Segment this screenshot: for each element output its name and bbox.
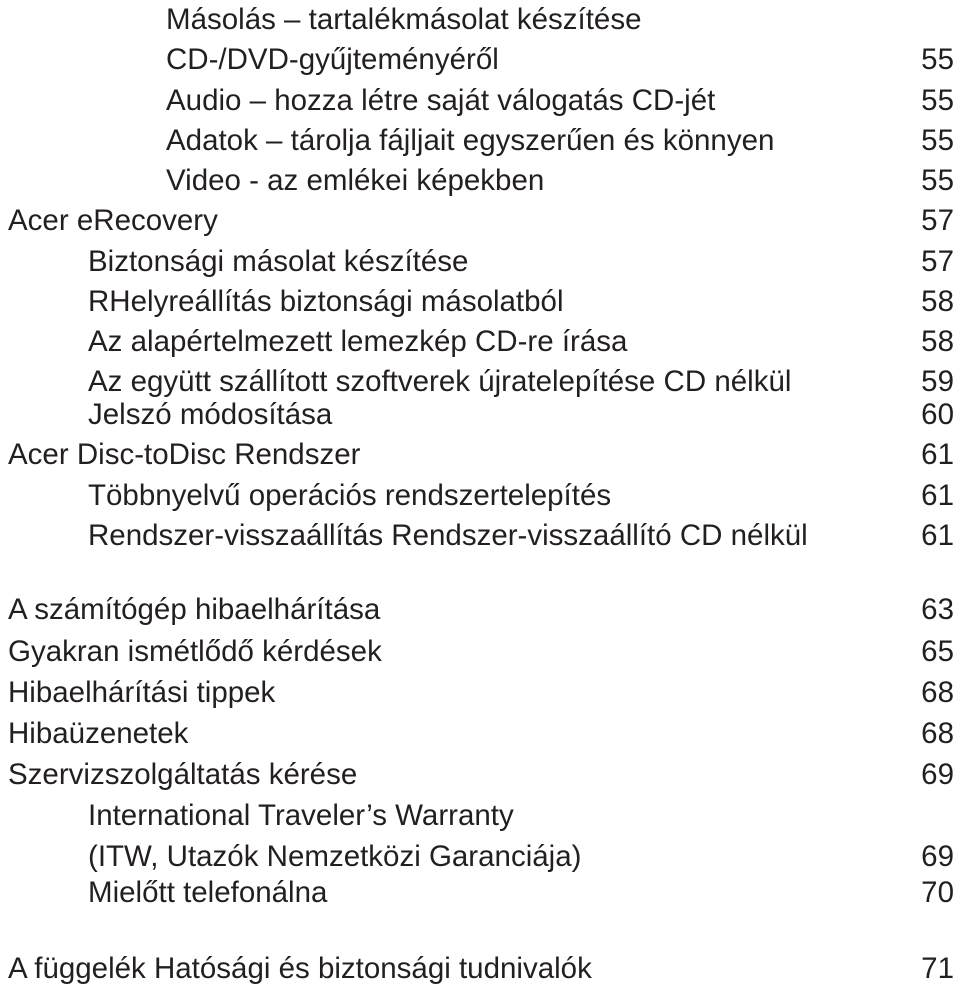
toc-entry-page: 55 xyxy=(921,84,954,117)
toc-entry xyxy=(0,516,960,556)
toc-entry-page: 68 xyxy=(921,676,954,709)
toc-entry-title: Acer Disc-toDisc Rendszer xyxy=(8,438,361,471)
toc-entry-page: 65 xyxy=(921,635,954,668)
toc-entry-title: A számítógép hibaelhárítása xyxy=(8,593,381,626)
toc-entry xyxy=(0,873,960,913)
toc-entry-page: 61 xyxy=(921,479,954,512)
toc-entry-title: Hibaüzenetek xyxy=(8,717,189,750)
toc-entry xyxy=(0,242,960,282)
toc-entry-page: 69 xyxy=(921,840,954,873)
toc-entry-page: 70 xyxy=(921,876,954,909)
toc-entry xyxy=(0,395,960,435)
toc-entry-title: Mielőtt telefonálna xyxy=(88,876,328,909)
toc-entry-title: Adatok – tárolja fájljait egyszerűen és könnyen xyxy=(166,124,775,157)
toc-entry-page: 59 xyxy=(921,365,954,398)
toc-entry-page: 55 xyxy=(921,164,954,197)
toc-entry-title: International Traveler’s Warranty xyxy=(88,799,514,832)
toc-entry xyxy=(0,121,960,161)
toc-entry xyxy=(0,476,960,516)
toc-entry-title: Az együtt szállított szoftverek újratelepítése CD nélkül xyxy=(88,365,792,398)
toc-entry xyxy=(0,282,960,322)
toc-entry-page: 55 xyxy=(921,124,954,157)
toc-entry-title: Másolás – tartalékmásolat készítése xyxy=(166,3,642,36)
toc-entry-page: 68 xyxy=(921,717,954,750)
toc-entry xyxy=(0,837,960,877)
toc-entry-title: RHelyreállítás biztonsági másolatból xyxy=(88,285,564,318)
toc-entry-title: Audio – hozza létre saját válogatás CD-jét xyxy=(166,84,716,117)
toc-entry-title: Rendszer-visszaállítás Rendszer-visszaállító CD nélkül xyxy=(88,519,808,552)
toc-entry xyxy=(0,796,960,836)
toc-entry-page: 55 xyxy=(921,43,954,76)
toc-entry-title: Szervizszolgáltatás kérése xyxy=(8,758,358,791)
toc-entry-page: 71 xyxy=(921,952,954,985)
toc-entry-title: Többnyelvű operációs rendszertelepítés xyxy=(88,479,612,512)
toc-entry xyxy=(0,81,960,121)
toc-entry-title: (ITW, Utazók Nemzetközi Garanciája) xyxy=(88,840,582,873)
toc-entry-page: 58 xyxy=(921,285,954,318)
toc-entry xyxy=(0,435,960,475)
toc-entry-page: 61 xyxy=(921,438,954,471)
toc-entry-title: Acer eRecovery xyxy=(8,204,218,237)
toc-entry-title: A függelék Hatósági és biztonsági tudnivalók xyxy=(8,952,592,985)
toc-entry xyxy=(0,632,960,672)
toc-entry xyxy=(0,590,960,630)
toc-entry xyxy=(0,0,960,40)
toc-entry-page: 57 xyxy=(921,245,954,278)
toc-entry-title: Video - az emlékei képekben xyxy=(166,164,545,197)
toc-entry xyxy=(0,40,960,80)
toc-entry-title: Biztonsági másolat készítése xyxy=(88,245,469,278)
toc-entry-title: Jelszó módosítása xyxy=(88,398,333,431)
toc-entry xyxy=(0,949,960,989)
toc-entry-page: 69 xyxy=(921,758,954,791)
toc-entry-title: CD-/DVD-gyűjteményéről xyxy=(166,43,499,76)
toc-entry-page: 57 xyxy=(921,204,954,237)
toc-entry xyxy=(0,755,960,795)
toc-entry xyxy=(0,161,960,201)
toc-entry xyxy=(0,714,960,754)
toc-entry-page: 61 xyxy=(921,519,954,552)
toc-entry-title: Hibaelhárítási tippek xyxy=(8,676,276,709)
toc-entry-title: Gyakran ismétlődő kérdések xyxy=(8,635,382,668)
toc-entry xyxy=(0,322,960,362)
toc-entry xyxy=(0,673,960,713)
toc-entry-page: 60 xyxy=(921,398,954,431)
toc-entry-page: 58 xyxy=(921,325,954,358)
toc-entry-title: Az alapértelmezett lemezkép CD-re írása xyxy=(88,325,628,358)
toc-entry-page: 63 xyxy=(921,593,954,626)
toc-entry xyxy=(0,201,960,241)
